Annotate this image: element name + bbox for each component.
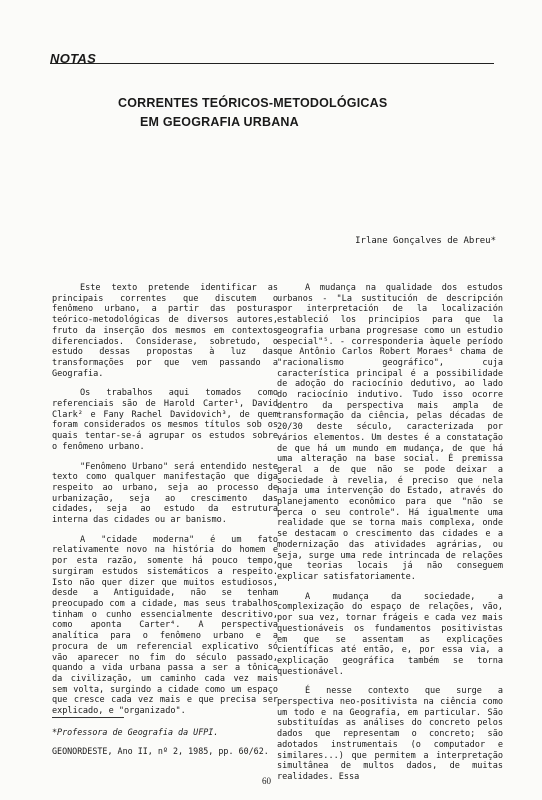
title-line-1: CORRENTES TEÓRICOS-METODOLÓGICAS: [118, 96, 388, 110]
left-column: [52, 283, 278, 726]
paragraph: Este texto pretende identificar as principais correntes que discutem o fenômeno urbano, a partir das posturas teórico-metodológicas de diversos autores, fruto da inserção dos mesmos em contextos diferenciados. Considerase, sobretudo, o estudo dessas propostas à luz das transformações por que vem passando a Geografia.: [52, 283, 278, 379]
right-column: [277, 283, 503, 792]
paragraph: A mudança da sociedade, a complexização do espaço de relações, vão, por sua vez, tornar frágeis e cada vez mais questionáveis os fundamentos positivistas em que se assentam as explicações científicas até então, e, por essa via, a explicação geográfica também se torna questionável.: [277, 591, 503, 677]
paragraph: A mudança na qualidade dos estudos urbanos - "La sustitución de descripción por interpretación de la localización estableció los principios para que la geografia urbana progresase como un estudio especial"⁵. - corresponderia àquele período que Antônio Carlos Robert Moraes⁶ chama de "racionalismo geográfico", cuja característica principal é a possibilidade de adoção do raciocínio dedutivo, ao lado do raciocínio indutivo. Tudo isso ocorre dentro da perspectiva mais ampla de transformação da ciência, pelas décadas de 20/30 deste século, caracterizada por vários elementos. Um destes é a constatação de que há um mundo em mudança, de que há uma alteração na base social. É premissa geral a de que não se pode deixar a sociedade à revelia, é preciso que nela haja uma intervenção do Estado, através do planejamento econômico para que "não se perca o seu controle". Há igualmente uma realidade que se torna mais complexa, onde se destacam o crescimento das cidades e a modernização das atividades agrárias, ou seja, surge uma rede intrincada de relações que teorias locais já não conseguem explicar satisfatoriamente.: [277, 283, 503, 582]
title-line-2: EM GEOGRAFIA URBANA: [140, 115, 299, 129]
citation: GEONORDESTE, Ano II, nº 2, 1985, pp. 60/62.: [52, 746, 269, 756]
footnote: *Professora de Geografia da UFPI.: [52, 727, 219, 737]
footnote-rule: [52, 717, 124, 718]
header-rule: [50, 63, 494, 64]
paragraph: É nesse contexto que surge a perspectiva neo-positivista na ciência como um todo e na Geografia, em particular. São substituídas as análises do concreto pelos dados que representam o concreto; são adotados instrumentais (o computador e similares...) que permitem a interpretação simultânea de multos dados, de muitas realidades. Essa: [277, 686, 503, 782]
page-number: 60: [262, 776, 271, 786]
author-name: Irlane Gonçalves de Abreu*: [355, 236, 496, 246]
paragraph: A "cidade moderna" é um fato relativamente novo na história do homem e por esta razão, somente há pouco tempo, surgiram estudos sistemáticos a respeito. Isto não quer dizer que muitos estudiosos, desde a Antiguidade, não se tenham preocupado com a cidade, mas seus trabalhos tinham o cunho essencialmente descritivo, como aponta Carter⁴. A perspectiva analítica para o fenômeno urbano e a procura de um referencial explicativo só vão aparecer no fim do século passado, quando a vida urbana passa a ser a tônica da civilização, um caminho cada vez mais sem volta, surgindo a cidade como um espaço que cresce cada vez mais e que precisa ser explicado, e "organizado".: [52, 534, 278, 717]
paragraph: Os trabalhos aqui tomados como referenciais são de Harold Carter¹, David Clark² e Fany Rachel Davidovich³, de quem foram considerados os mesmos títulos sob os quais tentar-se-á agrupar os estudos sobre o fenômeno urbano.: [52, 388, 278, 452]
article-title: [118, 94, 438, 132]
paragraph: "Fenômeno Urbano" será entendido neste texto como qualquer manifestação que diga respeito ao urbano, seja ao processo de urbanização, seja ao crescimento das cidades, seja ao estudo da estrutura interna das cidades ou ar banismo.: [52, 461, 278, 526]
section-label: NOTAS: [50, 51, 97, 66]
